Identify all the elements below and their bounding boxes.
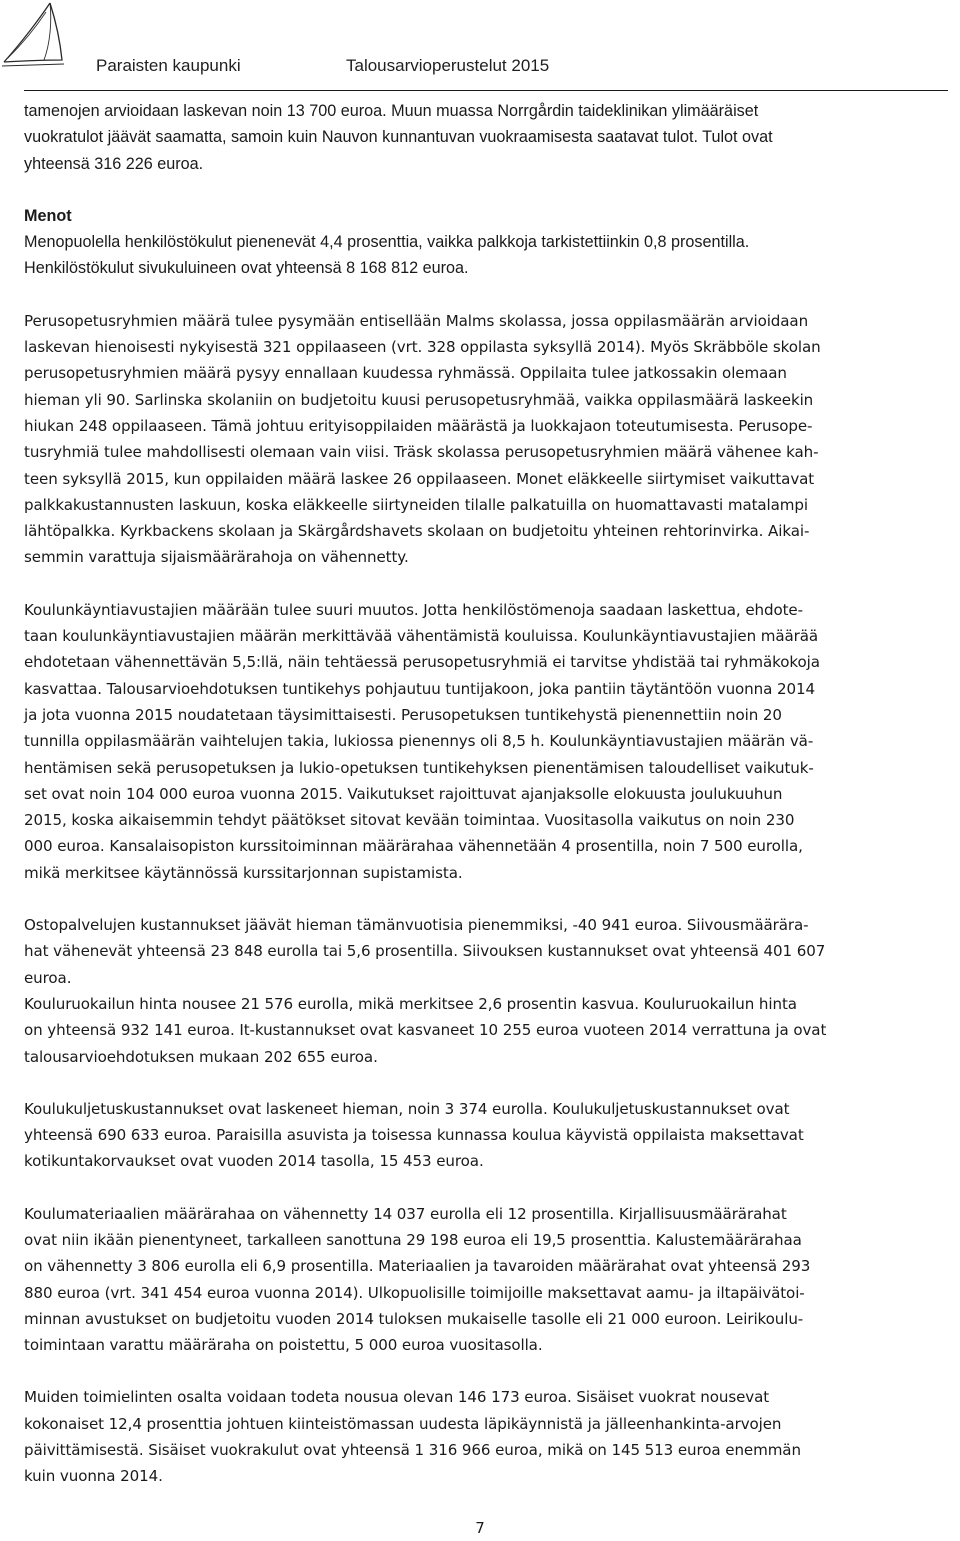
text-line: talousarvioehdotuksen mukaan 202 655 euroa.: [24, 1047, 378, 1066]
sail-logo-icon: [0, 0, 66, 72]
text-line: minnan avustukset on budjetoitu vuoden 2014 tuloksen mukaiselle tasolle eli 21 000 euroon. Leirikoulu-: [24, 1309, 804, 1328]
paragraph-internal-rents: [24, 1384, 954, 1489]
text-line: ovat niin ikään pienentyneet, tarkalleen sanottuna 29 198 euroa eli 19,5 prosenttia. Kalustemäärärahaa: [24, 1230, 802, 1249]
paragraph-school-materials: [24, 1201, 954, 1359]
text-line: taan koulunkäyntiavustajien määrän merkittävää vähentämistä kouluissa. Koulunkäyntiavustajien määrää: [24, 627, 819, 646]
section-heading: Menot: [24, 206, 72, 225]
header-organization: Paraisten kaupunki: [96, 56, 241, 75]
text-line: hiukan 248 oppilaaseen. Tämä johtuu erityisoppilaiden määrästä ja luokkajaon toteutumisesta. Perusope-: [24, 416, 813, 435]
text-line: toimintaan varattu määräraha on poistettu, 5 000 euroa vuositasolla.: [24, 1336, 543, 1355]
text-line: hat vähenevät yhteensä 23 848 eurolla tai 5,6 prosentilla. Siivouksen kustannukset ovat yhteensä 401 607: [24, 942, 826, 961]
text-line: euroa.: [24, 968, 72, 987]
text-line: set ovat noin 104 000 euroa vuonna 2015. Vaikutukset rajoittuvat ajanjaksolle elokuusta joulukuuhun: [24, 784, 783, 803]
header-divider: [24, 90, 948, 91]
text-line: vuokratulot jäävät saamatta, samoin kuin Nauvon kunnantuvan vuokraamisesta saatavat tulot. Tulot ovat: [24, 128, 773, 147]
text-line: laskevan hienoisesti nykyisestä 321 oppilaaseen (vrt. 328 oppilasta syksyllä 2014). Myös Skräbböle skolan: [24, 338, 821, 357]
text-line: kasvattaa. Talousarvioehdotuksen tuntikehys pohjautuu tuntijakoon, joka pantiin täytäntöön vuonna 2014: [24, 679, 815, 698]
paragraph-teaching-groups: [24, 308, 954, 571]
paragraph-school-assistants: [24, 597, 954, 886]
text-line: teen syksyllä 2015, kun oppilaiden määrä laskee 26 oppilaaseen. Monet eläkkeelle siirtymiset vaikuttavat: [24, 469, 815, 488]
text-line: mikä merkitsee käytännössä kurssitarjonnan supistamista.: [24, 863, 463, 882]
text-line: on vähennetty 3 806 eurolla eli 6,9 prosentilla. Materiaalien ja tavaroiden määrärahat ovat yhteensä 293: [24, 1257, 811, 1276]
text-line: Henkilöstökulut sivukuluineen ovat yhteensä 8 168 812 euroa.: [24, 259, 469, 278]
page-number: 7: [475, 1519, 485, 1537]
text-line: Koulunkäyntiavustajien määrään tulee suuri muutos. Jotta henkilöstömenoja saadaan laskettua, ehdote-: [24, 600, 803, 619]
text-line: Muiden toimielinten osalta voidaan todeta nousua olevan 146 173 euroa. Sisäiset vuokrat nousevat: [24, 1388, 770, 1407]
text-line: ehdotetaan vähennettävän 5,5:llä, näin tehtäessä perusopetusryhmiä ei tarvitse yhdistää tai ryhmäkokoja: [24, 653, 820, 672]
header-document-title: Talousarvioperustelut 2015: [346, 56, 550, 75]
text-line: perusopetusryhmien määrä pysyy ennallaan kuudessa ryhmässä. Oppilaita tulee jatkossakin olemaan: [24, 364, 787, 383]
text-line: semmin varattuja sijaismäärärahoja on vähennetty.: [24, 548, 409, 567]
text-line: on yhteensä 932 141 euroa. It-kustannukset ovat kasvaneet 10 255 euroa vuoteen 2014 verrattuna ja ovat: [24, 1021, 827, 1040]
text-line: kokonaiset 12,4 prosenttia johtuen kiinteistömassan uudesta läpikäynnistä ja jälleenhankinta-arvojen: [24, 1414, 782, 1433]
text-line: Koulukuljetuskustannukset ovat laskeneet hieman, noin 3 374 eurolla. Koulukuljetuskustannukset ovat: [24, 1099, 790, 1118]
text-line: tunnilla oppilasmäärän vaihtelujen takia, lukiossa pienennys oli 8,5 h. Koulunkäyntiavustajien määrän vä-: [24, 732, 814, 751]
page-header: [0, 0, 960, 92]
text-line: hieman yli 90. Sarlinska skolaniin on budjetoitu kuusi perusopetusryhmää, vaikka oppilasmäärä laskeekin: [24, 390, 814, 409]
text-line: hentämisen sekä perusopetuksen ja lukio-opetuksen tuntikehyksen pienentämisen taloudelliset vaikutuk-: [24, 758, 814, 777]
text-line: Ostopalvelujen kustannukset jäävät hieman tämänvuotisia pienemmiksi, -40 941 euroa. Siivousmäärära-: [24, 916, 809, 935]
text-line: yhteensä 316 226 euroa.: [24, 154, 204, 173]
text-line: 000 euroa. Kansalaisopiston kurssitoiminnan määrärahaa vähennetään 4 prosentilla, noin 7 500 eurolla,: [24, 837, 803, 856]
text-line: lähtöpalkka. Kyrkbackens skolaan ja Skärgårdshavets skolaan on budjetoitu yhteinen rehtorinvirka. Aikai-: [24, 522, 810, 541]
text-line: Perusopetusryhmien määrä tulee pysymään entisellään Malms skolassa, jossa oppilasmäärän arvioidaan: [24, 311, 809, 330]
paragraph-school-transport: [24, 1096, 954, 1175]
text-line: kuin vuonna 2014.: [24, 1467, 163, 1486]
text-line: Kouluruokailun hinta nousee 21 576 eurolla, mikä merkitsee 2,6 prosentin kasvua. Kouluruokailun hinta: [24, 994, 797, 1013]
body-text: [24, 98, 954, 1490]
text-line: Koulumateriaalien määrärahaa on vähennetty 14 037 eurolla eli 12 prosentilla. Kirjallisuusmäärärahat: [24, 1204, 787, 1223]
text-line: kotikuntakorvaukset ovat vuoden 2014 tasolla, 15 453 euroa.: [24, 1152, 484, 1171]
paragraph-expenses: [24, 203, 954, 282]
text-line: Menopuolella henkilöstökulut pienenevät 4,4 prosenttia, vaikka palkkoja tarkistettiinkin 0,8 prosentilla.: [24, 233, 750, 252]
paragraph-purchased-services: [24, 912, 954, 1070]
text-line: yhteensä 690 633 euroa. Paraisilla asuvista ja toisessa kunnassa koulua käyvistä oppilaista maksettavat: [24, 1126, 804, 1145]
text-line: päivittämisestä. Sisäiset vuokrakulut ovat yhteensä 1 316 966 euroa, mikä on 145 513 euroa enemmän: [24, 1441, 801, 1460]
text-line: palkkakustannusten laskuun, koska eläkkeelle siirtyneiden tilalle palkatuilla on huomattavasti matalampi: [24, 495, 808, 514]
text-line: ja jota vuonna 2015 noudatetaan täysimittaisesti. Perusopetuksen tuntikehystä pienennettiin noin 20: [24, 705, 782, 724]
paragraph-income: [24, 98, 954, 177]
text-line: 2015, koska aikaisemmin tehdyt päätökset sitovat kevään toimintaa. Vuositasolla vaikutus on noin 230: [24, 811, 795, 830]
text-line: tusryhmiä tulee mahdollisesti olemaan vain viisi. Träsk skolassa perusopetusryhmien määrä vähenee kah-: [24, 443, 819, 462]
text-line: 880 euroa (vrt. 341 454 euroa vuonna 2014). Ulkopuolisille toimijoille maksettavat aamu- ja iltapäivätoi-: [24, 1283, 805, 1302]
text-line: tamenojen arvioidaan laskevan noin 13 700 euroa. Muun muassa Norrgårdin taideklinikan ylimääräiset: [24, 102, 759, 120]
